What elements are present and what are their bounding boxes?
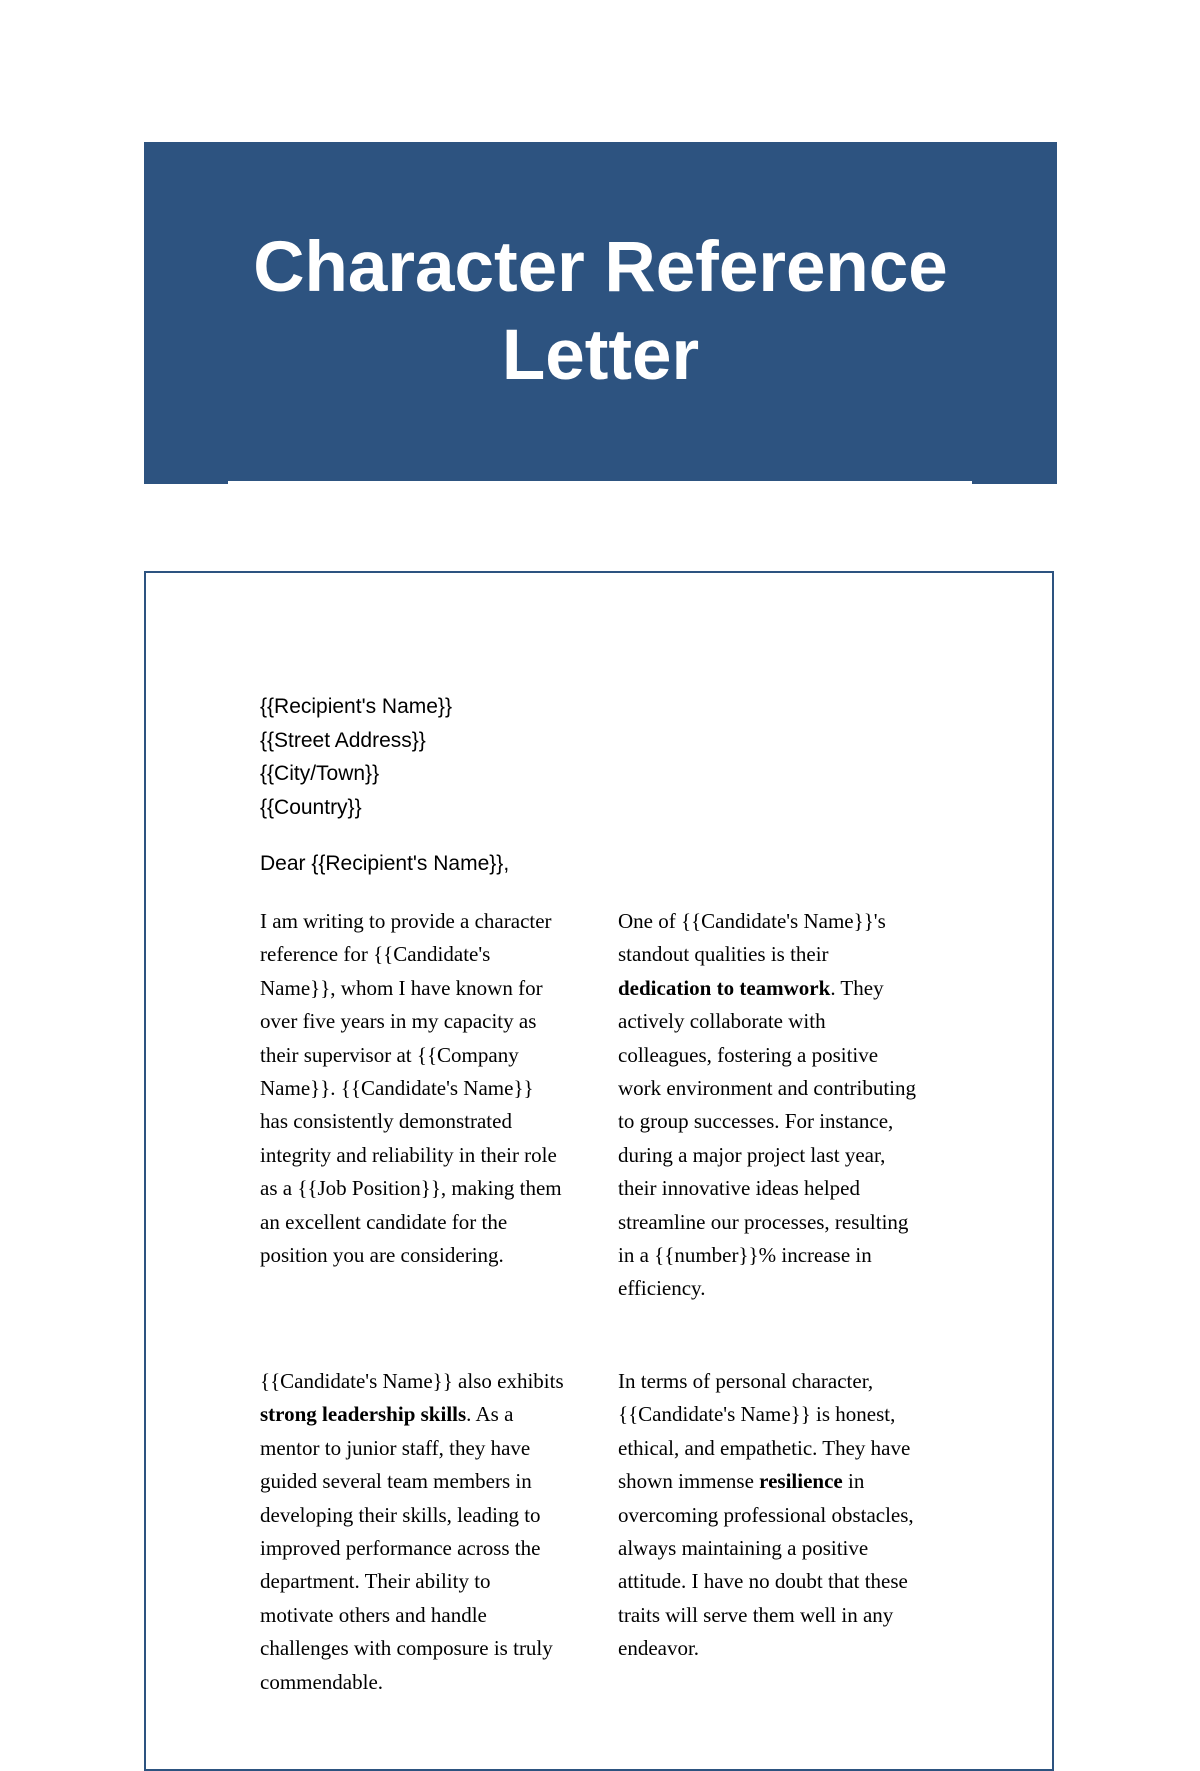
paragraph-line	[618, 972, 938, 1005]
country: {{Country}}	[260, 795, 362, 819]
paragraph-line: efficiency.	[618, 1276, 706, 1301]
paragraph-line: in a {{number}}% increase in	[618, 1243, 872, 1268]
paragraph-line: an excellent candidate for the	[260, 1209, 508, 1234]
title-line-2: Letter	[501, 316, 700, 395]
city-town: {{City/Town}}	[260, 762, 380, 785]
paragraph-line: {{Candidate's Name}} also exhibits	[260, 1369, 564, 1393]
salutation: Dear {{Recipient's Name}},	[260, 852, 510, 875]
paragraph-line: I am writing to provide a character	[260, 909, 552, 933]
paragraph-line: challenges with composure is truly	[260, 1636, 553, 1661]
paragraph-line: Name}}, whom I have known for	[260, 975, 543, 1000]
paragraph-line: overcoming professional obstacles,	[618, 1502, 914, 1527]
paragraph-line: guided several team members in	[260, 1469, 532, 1494]
paragraph-line: work environment and contributing	[618, 1076, 917, 1101]
paragraph-text: shown immense	[618, 1469, 760, 1494]
paragraph-line: developing their skills, leading to	[260, 1502, 541, 1527]
paragraph-line: reference for {{Candidate's	[260, 942, 491, 967]
paragraph-line: One of {{Candidate's Name}}'s	[618, 909, 886, 933]
paragraph-line: always maintaining a positive	[618, 1536, 869, 1561]
paragraph-teamwork	[618, 905, 938, 1306]
paragraph-line: their supervisor at {{Company	[260, 1042, 519, 1067]
paragraph-line: {{Candidate's Name}} is honest,	[618, 1402, 896, 1427]
emphasis-leadership: strong leadership skills	[260, 1402, 467, 1427]
paragraph-leadership	[260, 1365, 580, 1699]
paragraph-line: mentor to junior staff, they have	[260, 1435, 531, 1460]
paragraph-introduction	[260, 905, 580, 1272]
paragraph-line: ethical, and empathetic. They have	[618, 1435, 911, 1460]
paragraph-line: In terms of personal character,	[618, 1369, 874, 1393]
paragraph-line: department. Their ability to	[260, 1569, 491, 1594]
paragraph-line: commendable.	[260, 1669, 384, 1694]
emphasis-resilience: resilience	[759, 1469, 843, 1494]
paragraph-line: motivate others and handle	[260, 1602, 487, 1627]
paragraph-line: standout qualities is their	[618, 942, 829, 967]
paragraph-line: integrity and reliability in their role	[260, 1142, 557, 1167]
paragraph-text: in	[842, 1469, 865, 1494]
emphasis-teamwork: dedication to teamwork	[618, 975, 831, 1000]
paragraph-line: as a {{Job Position}}, making them	[260, 1176, 562, 1201]
paragraph-line	[260, 1398, 580, 1431]
paragraph-line: their innovative ideas helped	[618, 1176, 861, 1201]
paragraph-personal-character	[618, 1365, 938, 1666]
paragraph-line: has consistently demonstrated	[260, 1109, 512, 1134]
paragraph-line	[618, 1465, 938, 1498]
paragraph-line: during a major project last year,	[618, 1142, 886, 1167]
paragraph-line: attitude. I have no doubt that these	[618, 1569, 908, 1594]
paragraph-line: colleagues, fostering a positive	[618, 1042, 879, 1067]
paragraph-line: traits will serve them well in any	[618, 1602, 894, 1627]
paragraph-line: to group successes. For instance,	[618, 1109, 894, 1134]
paragraph-text: . They	[830, 975, 884, 1000]
paragraph-line: Name}}. {{Candidate's Name}}	[260, 1076, 534, 1101]
paragraph-line: actively collaborate with	[618, 1009, 826, 1034]
street-address: {{Street Address}}	[260, 728, 426, 752]
recipient-address-block	[260, 690, 452, 824]
title-line-1: Character Reference	[253, 228, 948, 307]
paragraph-line: streamline our processes, resulting	[618, 1209, 909, 1234]
paragraph-line: position you are considering.	[260, 1243, 504, 1268]
document-title	[144, 224, 1057, 400]
paragraph-text: . As a	[466, 1402, 514, 1427]
paragraph-line: improved performance across the	[260, 1536, 541, 1561]
paragraph-line: endeavor.	[618, 1636, 700, 1661]
header-underline	[228, 481, 972, 484]
recipient-name: {{Recipient's Name}}	[260, 695, 452, 718]
paragraph-line: over five years in my capacity as	[260, 1009, 537, 1034]
